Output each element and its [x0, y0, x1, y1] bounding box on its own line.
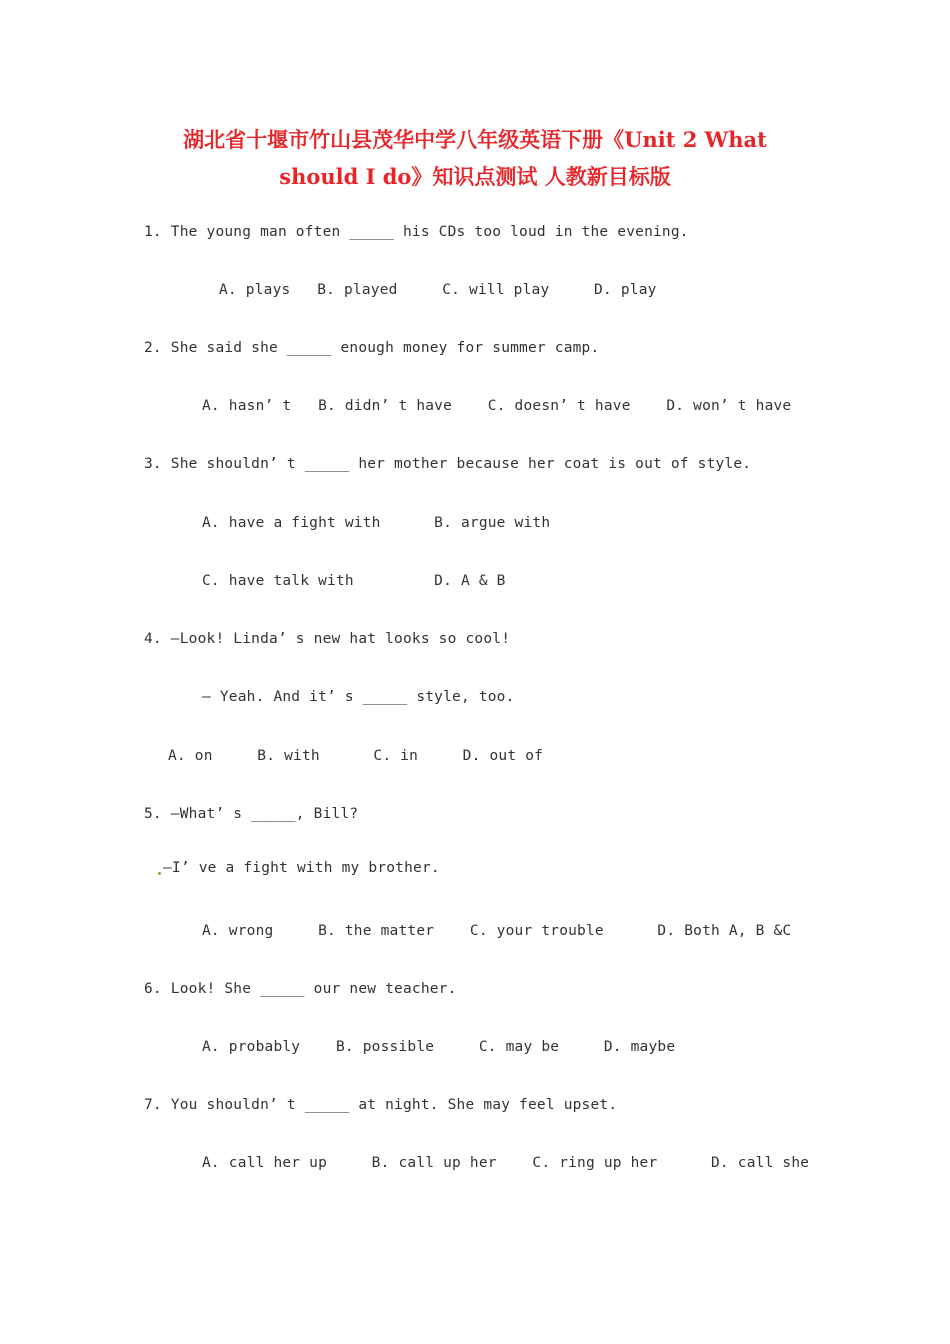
question-4-stem: 4. —Look! Linda’ s new hat looks so cool!: [144, 631, 511, 647]
question-4-options: A. on B. with C. in D. out of: [168, 748, 544, 764]
document-title-line-2: should I do》知识点测试 人教新目标版: [279, 164, 671, 189]
question-5-reply: —I’ ve a fight with my brother.: [163, 860, 440, 876]
question-3-options-row-1: A. have a fight with B. argue with: [202, 515, 551, 531]
question-7-options: A. call her up B. call up her C. ring up her D. call she: [202, 1155, 810, 1171]
question-1-options: A. plays B. played C. will play D. play: [219, 282, 657, 298]
document-title-line-1: 湖北省十堰市竹山县茂华中学八年级英语下册《Unit 2 What: [183, 127, 767, 152]
speck-mark: [158, 872, 161, 875]
question-7-stem: 7. You shouldn’ t _____ at night. She may feel upset.: [144, 1097, 618, 1113]
question-5-stem: 5. —What’ s _____, Bill?: [144, 806, 359, 822]
question-4-reply: — Yeah. And it’ s _____ style, too.: [202, 689, 515, 705]
question-6-options: A. probably B. possible C. may be D. maybe: [202, 1039, 676, 1055]
question-5-options: A. wrong B. the matter C. your trouble D. Both A, B &C: [202, 923, 792, 939]
question-3-stem: 3. She shouldn’ t _____ her mother because her coat is out of style.: [144, 456, 752, 472]
question-3-options-row-2: C. have talk with D. A & B: [202, 573, 506, 589]
question-2-stem: 2. She said she _____ enough money for summer camp.: [144, 340, 600, 356]
question-1-stem: 1. The young man often _____ his CDs too loud in the evening.: [144, 224, 689, 240]
question-2-options: A. hasn’ t B. didn’ t have C. doesn’ t have D. won’ t have: [202, 398, 792, 414]
question-6-stem: 6. Look! She _____ our new teacher.: [144, 981, 457, 997]
